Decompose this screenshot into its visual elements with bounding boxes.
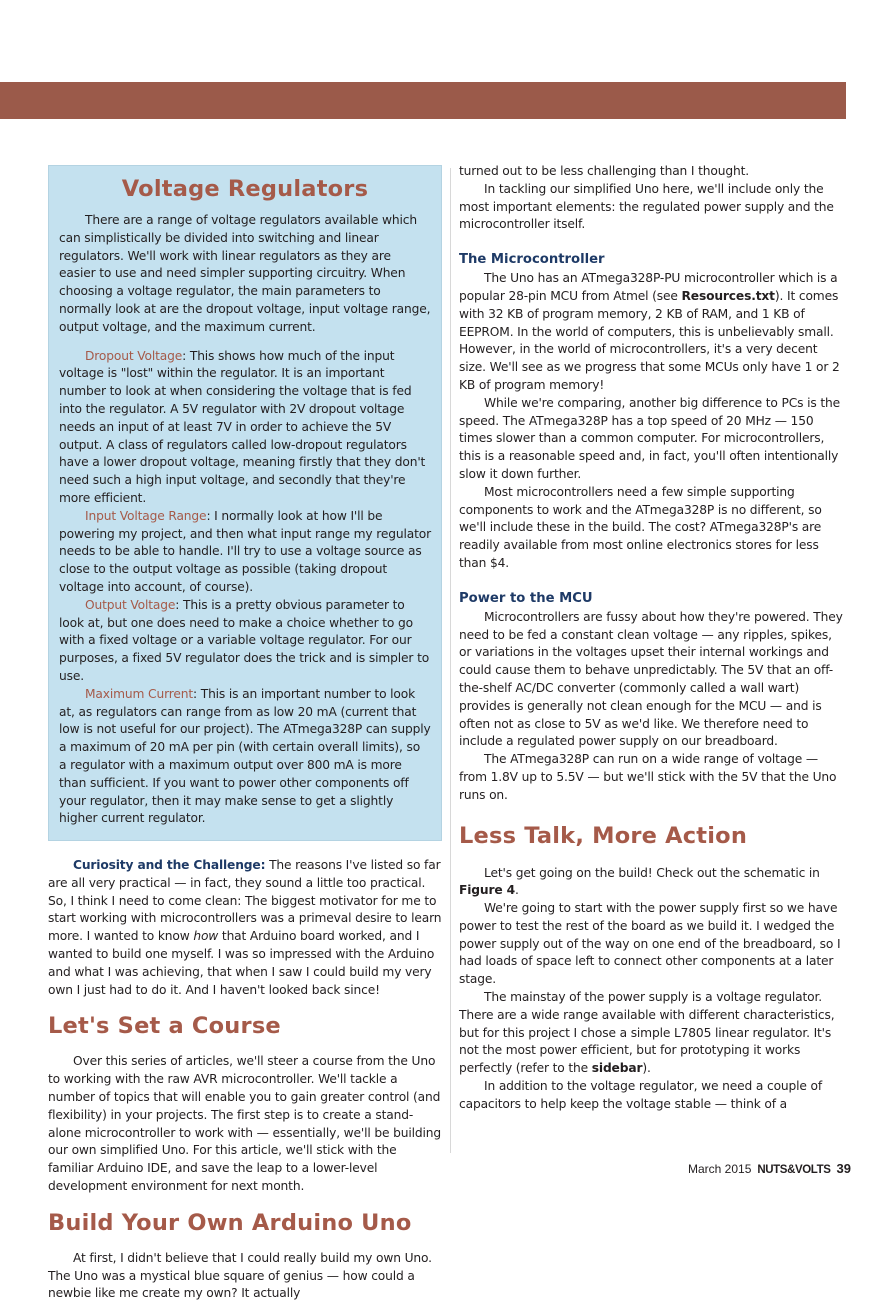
right-column bbox=[459, 163, 843, 1114]
sidebar-text: : This is a pretty obvious parameter to look at, but one does need to make a choice whether to go with a fixed voltage or a variable voltage regulator. For our purposes, a fixed 5V regulator does the trick and is simpler to use. bbox=[59, 597, 430, 683]
sidebar-intro: There are a range of voltage regulators available which can simplistically be divided into switching and linear regulators. We'll work with linear regulators as they are easier to use and need simpler supporting circuitry. When choosing a voltage regulator, the main parameters to normally look at are the dropout voltage, input voltage range, output voltage, and the maximum current. bbox=[59, 213, 431, 334]
bold-text: Figure 4 bbox=[459, 883, 515, 898]
section-heading-action: Less Talk, More Action bbox=[459, 822, 748, 849]
paragraph-text: Let's get going on the build! Check out the schematic in bbox=[484, 865, 820, 880]
paragraph-text: The mainstay of the power supply is a voltage regulator. There are a wide range available with different characteristics, but for this project I chose a simple L7805 linear regulator. It's not the most power efficient, but for prototyping it works perfectly (refer to the bbox=[459, 990, 835, 1076]
paragraph-text: The reasons I've listed so far are all very practical — in fact, they sound a little too practical. So, I think I need to come clean: The biggest motivator for me to start working with microcontrollers was a primeval desire to learn more. I wanted to know bbox=[48, 858, 442, 944]
power-paragraph-1: Microcontrollers are fussy about how they're powered. They need to be fed a constant clean voltage — any ripples, spikes, or variations in the voltages upset their internal workings and could cause them to behave unpredictably. The 5V that an off-the-shelf AC/DC converter (commonly called a wall wart) provides is generally not clean enough for the MCU — and is often not as close to 5V as we'd like. We therefore need to include a regulated power supply on our breadboard. bbox=[459, 609, 843, 749]
tackling-paragraph: In tackling our simplified Uno here, we'll include only the most important elements: the regulated power supply and the microcontroller itself. bbox=[459, 181, 834, 232]
micro-paragraph-1 bbox=[459, 270, 843, 395]
sidebar-term: Maximum Current bbox=[85, 686, 194, 701]
sidebar-item-max-current bbox=[59, 686, 431, 828]
top-banner bbox=[0, 82, 846, 119]
page-number: 39 bbox=[836, 1161, 851, 1176]
column-divider bbox=[450, 168, 451, 1153]
curiosity-lead: Curiosity and the Challenge: bbox=[73, 858, 266, 873]
section-heading-course: Let's Set a Course bbox=[48, 1013, 281, 1040]
sidebar-item-output bbox=[59, 597, 431, 686]
sidebar-text: : This shows how much of the input voltage is "lost" within the regulator. It is an important number to look at when considering the voltage that is fed into the regulator. A 5V regulator with 2V dropout voltage needs an input of at least 7V in order to achieve the 5V output. A class of regulators called low-dropout regulators have a lower dropout voltage, meaning firstly that they don't need such a high input voltage, and secondly that they're more efficient. bbox=[59, 348, 426, 505]
issue-date: March 2015 bbox=[688, 1162, 752, 1176]
bold-text: Resources.txt bbox=[681, 288, 775, 303]
micro-paragraph-3: Most microcontrollers need a few simple supporting components to work and the ATmega328P is no different, so we'll include these in the build. The cost? ATmega328P's are readily available from most online electronics stores for less than $4. bbox=[459, 484, 822, 570]
paragraph-text: that Arduino board worked, and I wanted to build one myself. I was so impressed with the Arduino and what I was achieving, that when I saw I could build my very own I just had to do it. And I haven't looked back since! bbox=[48, 929, 435, 997]
sidebar-term: Dropout Voltage bbox=[85, 348, 183, 363]
paragraph-text: ). bbox=[642, 1061, 651, 1076]
sidebar-item-input-range bbox=[59, 508, 431, 597]
magazine-logo: NUTS&VOLTS bbox=[757, 1164, 831, 1176]
paragraph-text: . bbox=[515, 883, 519, 898]
left-column bbox=[48, 165, 442, 1303]
action-paragraph-2: We're going to start with the power supply first so we have power to test the rest of the board as we build it. I wedged the power supply out of the way on one end of the breadboard, so I had loads of space left to connect other components at a later stage. bbox=[459, 901, 841, 987]
course-paragraph: Over this series of articles, we'll steer a course from the Uno to working with the raw AVR microcontroller. We'll tackle a number of topics that will enable you to gain greater control (and flexibility) in your projects. The first step is to create a stand-alone microcontroller to work with — essentially, we'll be building our own simplified Uno. For this article, we'll stick with the familiar Arduino IDE, and save the leap to a lower-level development environment for next month. bbox=[48, 1054, 442, 1194]
action-paragraph-3 bbox=[459, 989, 843, 1078]
action-paragraph-4: In addition to the voltage regulator, we need a couple of capacitors to help keep the voltage stable — think of a bbox=[459, 1079, 823, 1111]
section-heading-build: Build Your Own Arduino Uno bbox=[48, 1209, 412, 1236]
paragraph-text: ). It comes with 32 KB of program memory, 2 KB of RAM, and 1 KB of EEPROM. In the world of computers, this is unbelievably small. However, in the world of microcontrollers, it's a very decent size. We'll see as we progress that some MCUs only have 1 or 2 KB of program memory! bbox=[459, 288, 840, 392]
power-paragraph-2: The ATmega328P can run on a wide range of voltage — from 1.8V up to 5.5V — but we'll stick with the 5V that the Uno runs on. bbox=[459, 752, 837, 802]
continued-paragraph: turned out to be less challenging than I thought. bbox=[459, 164, 749, 178]
sidebar-item-dropout bbox=[59, 348, 431, 508]
page-footer bbox=[688, 1161, 851, 1176]
paragraph-text: The Uno has an ATmega328P-PU microcontroller which is a popular 28-pin MCU from Atmel (see bbox=[459, 271, 838, 303]
subheading-microcontroller: The Microcontroller bbox=[459, 252, 605, 268]
curiosity-paragraph bbox=[48, 857, 442, 999]
micro-paragraph-2: While we're comparing, another big difference to PCs is the speed. The ATmega328P has a top speed of 20 MHz — 150 times slower than a common computer. For microcontrollers, this is a reasonable speed and, in fact, you'll often intentionally slow it down further. bbox=[459, 395, 841, 481]
subheading-power: Power to the MCU bbox=[459, 590, 593, 606]
action-paragraph-1 bbox=[459, 865, 843, 901]
voltage-regulators-sidebar bbox=[48, 165, 442, 841]
sidebar-term: Input Voltage Range bbox=[85, 508, 207, 523]
emphasis-text: how bbox=[193, 929, 219, 944]
build-paragraph: At first, I didn't believe that I could really build my own Uno. The Uno was a mystical blue square of genius — how could a newbie like me create my own? It actually bbox=[48, 1250, 432, 1301]
sidebar-title: Voltage Regulators bbox=[121, 176, 369, 202]
bold-text: sidebar bbox=[591, 1061, 643, 1076]
sidebar-text: : This is an important number to look at, as regulators can range from as low 20 mA (current that low is not useful for our project). The ATmega328P can supply a maximum of 20 mA per pin (with certain overall limits), so a regulator with a maximum output over 800 mA is more than sufficient. If you want to power other components off your regulator, then it may make sense to get a slightly higher current regulator. bbox=[59, 686, 431, 826]
sidebar-text: : I normally look at how I'll be powering my project, and then what input range my regulator needs to be able to handle. I'll try to use a voltage source as close to the output voltage as possible (taking dropout voltage into account, of course). bbox=[59, 508, 432, 594]
sidebar-term: Output Voltage bbox=[85, 597, 176, 612]
